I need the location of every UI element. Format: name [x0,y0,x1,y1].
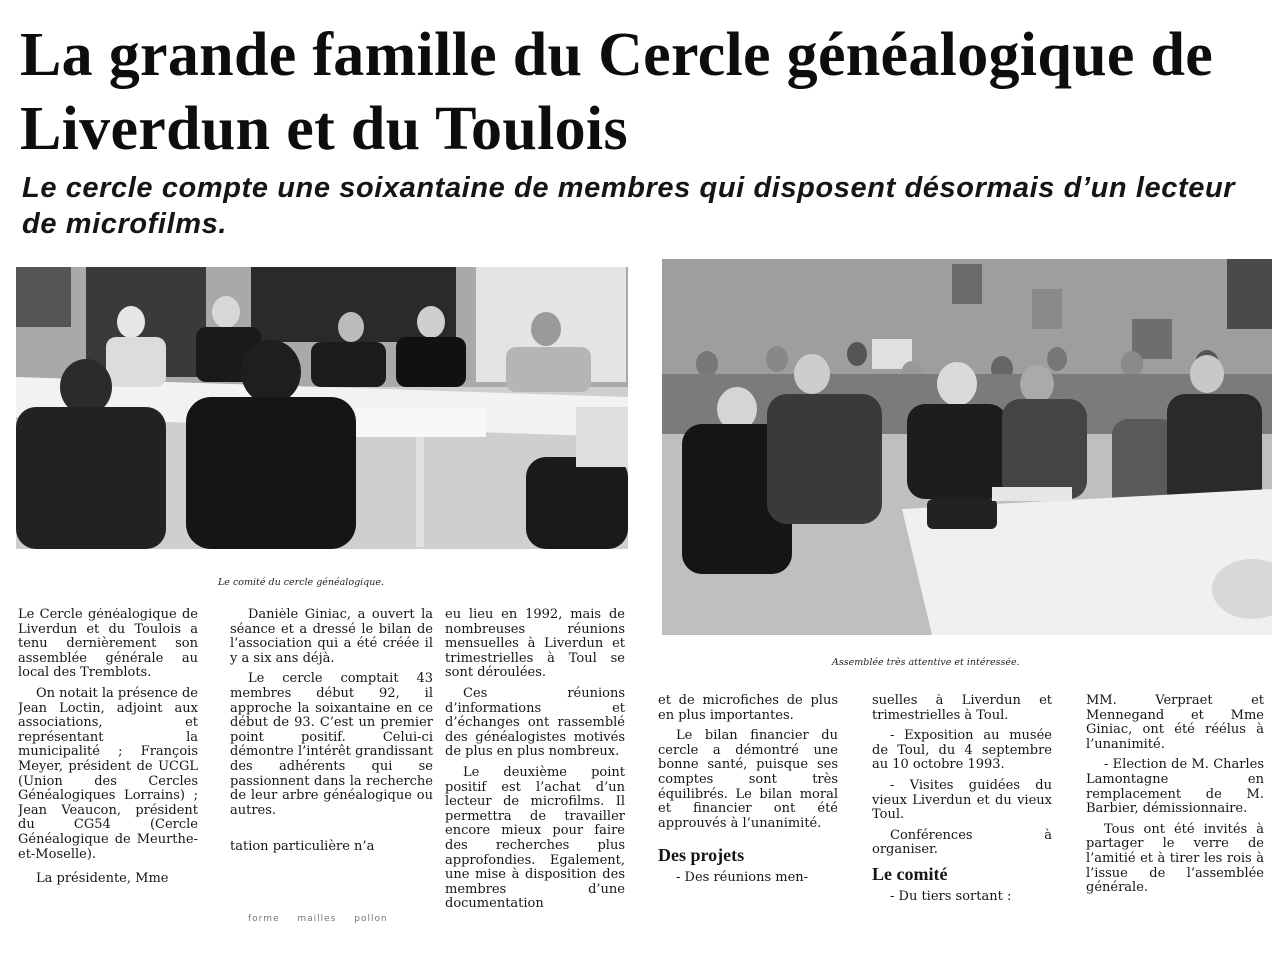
paragraph: Le Cercle généalogique de Liverdun et du Toulois a tenu dernièrement son assemblée générale au local des Tremblots. [18,608,198,681]
article-headline: La grande famille du Cercle généalogique de Liverdun et du Toulois [20,21,1214,163]
paragraph: - Exposition au musée de Toul, du 4 septembre au 10 octobre 1993. [872,728,1052,773]
paragraph: Ces réunions d’informations et d’échanges ont rassemblé des généalogistes motivés de plus en plus nombreux. [445,685,625,760]
paragraph: On notait la présence de Jean Loctin, adjoint aux associations, et représentant la municipalité ; François Meyer, président de UCGL (Union des Cercles Généalogiques Lorrains) ; Jean Veaucon, président du CG54 (Cercle Généalogique de Meurthe-et-Moselle). [18,685,198,862]
scan-overlay-text: forme mailles pollon [248,914,548,924]
paragraph: - Du tiers sortant : [890,888,1012,904]
article-subheadline: Le cercle compte une soixantaine de membres qui disposent désormais d’un lecteur de microfilms. [22,172,1236,240]
paragraph: Danièle Giniac, a ouvert la séance et a dressé le bilan de l’association qui a été créée il y a six ans déjà. [230,608,433,666]
article-column-2 [230,608,433,958]
paragraph: Tous ont été invités à partager le verre de l’amitié et à tirer les rois à l’issue de l’assemblée générale. [1086,821,1264,896]
paragraph: - Election de M. Charles Lamontagne en remplacement de M. Barbier, démissionnaire. [1086,757,1264,817]
committee-photo [16,267,628,549]
paragraph: Le cercle comptait 43 membres début 92, il approche la soixantaine en ce début de 93. C’est un premier point positif. Celui-ci démontre l’intérêt grandissant des adhérents qui se passionnent dans la recherche de leur arbre généalogique ou autres. [230,671,433,818]
paragraph: et de microfiches de plus en plus importantes. [658,694,838,723]
paragraph: Le bilan financier du cercle a démontré une bonne santé, puisque ses comptes sont très équilibrés. Le bilan moral et financier ont été approuvés à l’unanimité. [658,728,838,831]
paragraph: eu lieu en 1992, mais de nombreuses réunions mensuelles à Liverdun et trimestrielles à Toul se sont déroulées. [445,608,625,681]
article-column-5 [872,694,1052,958]
article-column-4 [658,694,838,958]
assembly-photo [662,259,1272,635]
article-column-1 [18,608,198,958]
assembly-photo-caption: Assemblée très attentive et intéressée. [832,657,1020,668]
section-heading: Des projets [658,845,745,866]
paragraph: Conférences à organiser. [872,827,1052,858]
section-heading: Le comité [872,863,948,884]
committee-photo-caption: Le comité du cercle généalogique. [218,577,385,588]
paragraph: suelles à Liverdun et trimestrielles à Toul. [872,694,1052,723]
paragraph: tation particulière n’a [230,839,375,855]
paragraph: - Visites guidées du vieux Liverdun et du vieux Toul. [872,777,1052,823]
paragraph: La présidente, Mme [36,871,169,887]
paragraph: Le deuxième point positif est l’achat d’un lecteur de microfilms. Il permettra de travailler encore mieux pour faire des recherches plus approfondies. Egalement, une mise à disposition des membres d’une documentation [445,764,625,912]
paragraph: - Des réunions men- [676,870,809,886]
paragraph: MM. Verpraet et Mennegand et Mme Giniac, ont été réélus à l’unanimité. [1086,694,1264,752]
article-column-3 [445,608,625,958]
article-column-6 [1086,694,1264,958]
